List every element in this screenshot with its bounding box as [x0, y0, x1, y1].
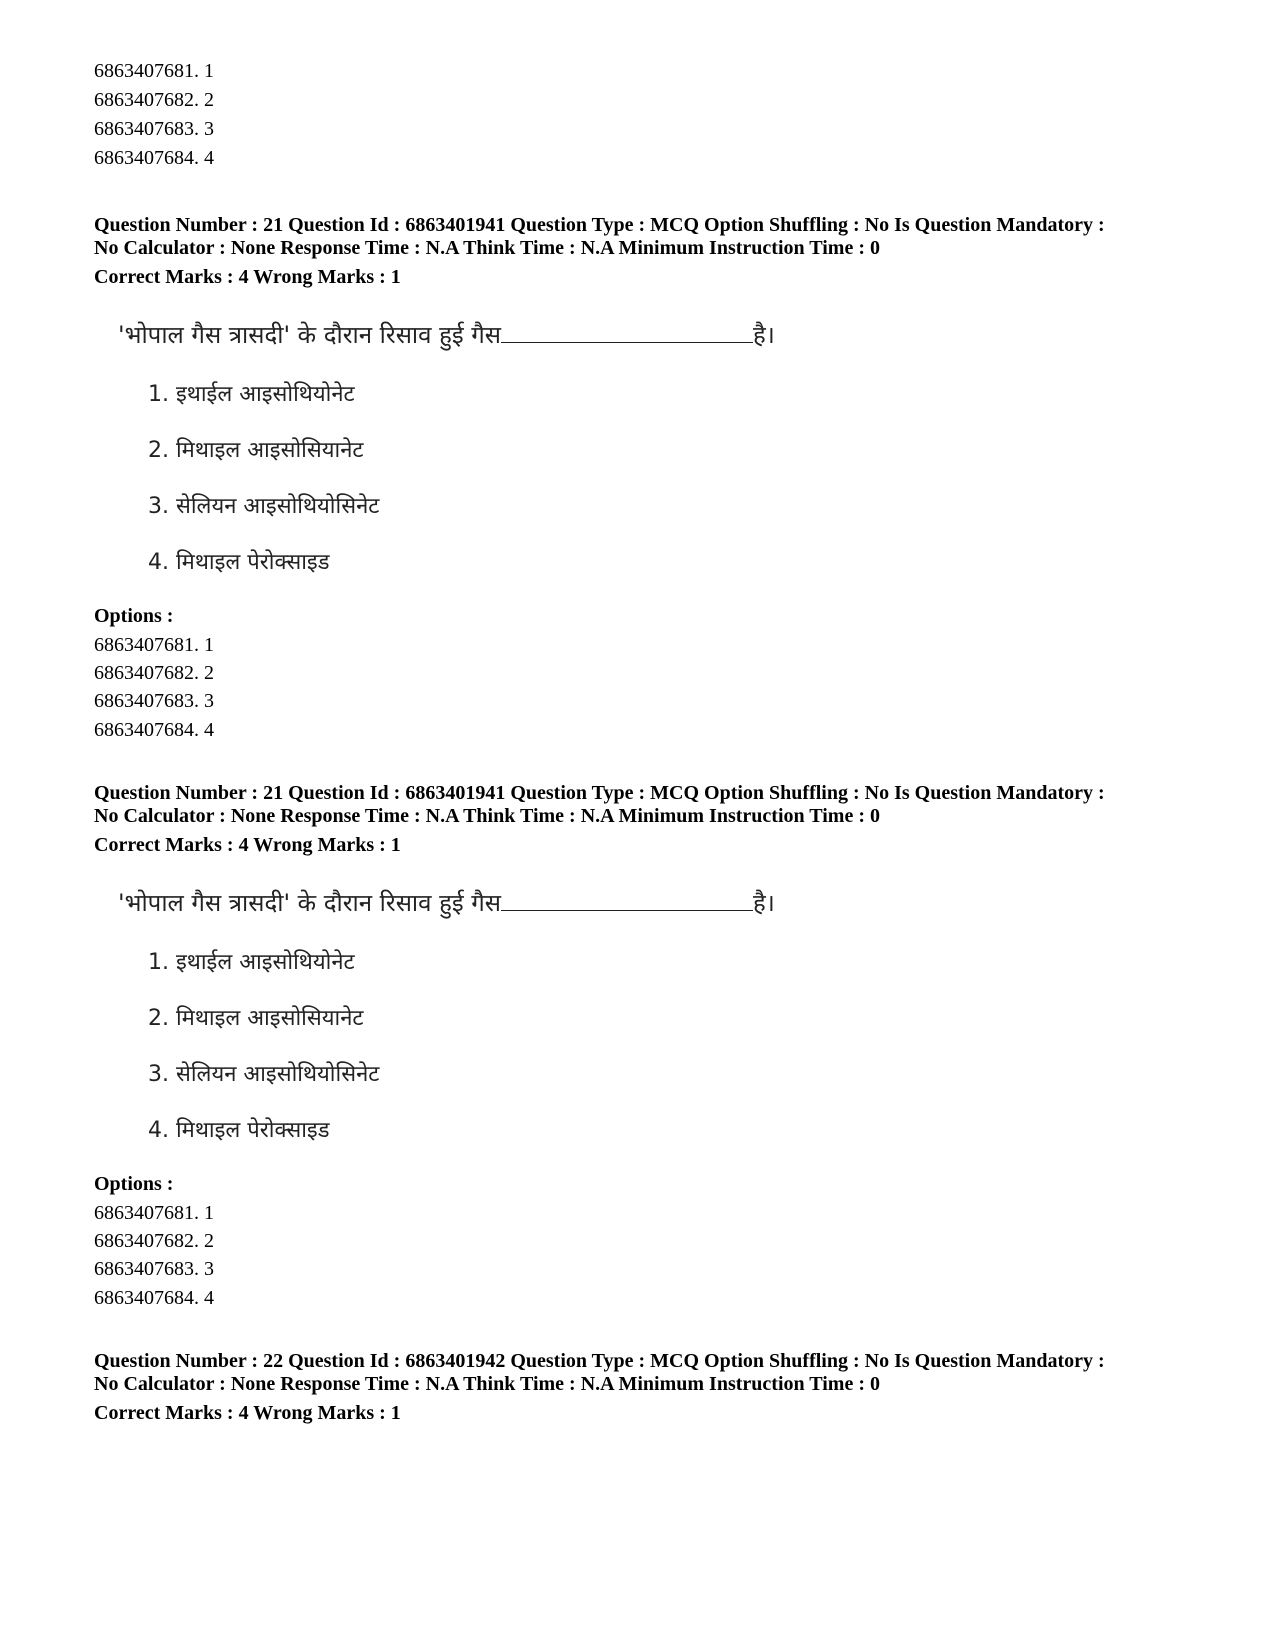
option-line: 6863407683. 3 — [94, 118, 214, 140]
option-line: 6863407683. 3 — [94, 690, 214, 712]
question-marks: Correct Marks : 4 Wrong Marks : 1 — [94, 266, 401, 288]
choice-1: 1. इथाईल आइसोथियोनेट — [148, 950, 355, 975]
question-header-line1: Question Number : 22 Question Id : 6863401942 Question Type : MCQ Option Shuffling : No Is Question Mandatory : — [94, 1350, 1105, 1372]
option-line: 6863407681. 1 — [94, 1202, 214, 1224]
fill-blank — [501, 888, 753, 911]
question-header-line2: No Calculator : None Response Time : N.A Think Time : N.A Minimum Instruction Time : 0 — [94, 237, 880, 259]
option-line: 6863407682. 2 — [94, 662, 214, 684]
question-header-line1: Question Number : 21 Question Id : 6863401941 Question Type : MCQ Option Shuffling : No Is Question Mandatory : — [94, 214, 1105, 236]
option-line: 6863407683. 3 — [94, 1258, 214, 1280]
choice-2: 2. मिथाइल आइसोसियानेट — [148, 1006, 364, 1031]
option-line: 6863407681. 1 — [94, 60, 214, 82]
question-stem-end: है। — [753, 889, 775, 917]
question-stem — [118, 319, 775, 351]
option-line: 6863407682. 2 — [94, 1230, 214, 1252]
choice-3: 3. सेलियन आइसोथियोसिनेट — [148, 1062, 380, 1087]
option-line: 6863407684. 4 — [94, 719, 214, 741]
question-stem-text: 'भोपाल गैस त्रासदी' के दौरान रिसाव हुई गैस — [118, 321, 502, 349]
fill-blank — [501, 320, 753, 343]
option-line: 6863407682. 2 — [94, 89, 214, 111]
choice-4: 4. मिथाइल पेरोक्साइड — [148, 1118, 330, 1143]
options-label: Options : — [94, 1173, 174, 1195]
question-marks: Correct Marks : 4 Wrong Marks : 1 — [94, 1402, 401, 1424]
choice-2: 2. मिथाइल आइसोसियानेट — [148, 438, 364, 463]
choice-1: 1. इथाईल आइसोथियोनेट — [148, 382, 355, 407]
question-stem-end: है। — [753, 321, 775, 349]
question-header-line2: No Calculator : None Response Time : N.A Think Time : N.A Minimum Instruction Time : 0 — [94, 805, 880, 827]
question-marks: Correct Marks : 4 Wrong Marks : 1 — [94, 834, 401, 856]
question-header-line2: No Calculator : None Response Time : N.A Think Time : N.A Minimum Instruction Time : 0 — [94, 1373, 880, 1395]
choice-4: 4. मिथाइल पेरोक्साइड — [148, 550, 330, 575]
option-line: 6863407684. 4 — [94, 147, 214, 169]
options-label: Options : — [94, 605, 174, 627]
option-line: 6863407684. 4 — [94, 1287, 214, 1309]
choice-3: 3. सेलियन आइसोथियोसिनेट — [148, 494, 380, 519]
question-header-line1: Question Number : 21 Question Id : 6863401941 Question Type : MCQ Option Shuffling : No Is Question Mandatory : — [94, 782, 1105, 804]
question-stem-text: 'भोपाल गैस त्रासदी' के दौरान रिसाव हुई गैस — [118, 889, 502, 917]
question-stem — [118, 887, 775, 919]
option-line: 6863407681. 1 — [94, 634, 214, 656]
